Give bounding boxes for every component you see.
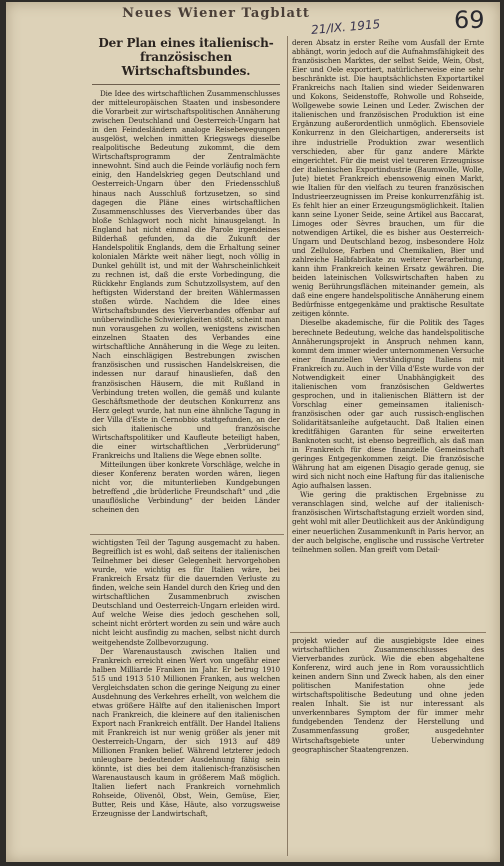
column-right-bottom bbox=[292, 636, 484, 756]
column-divider bbox=[287, 36, 288, 856]
page-number: 69 bbox=[454, 6, 485, 34]
column-left-bottom bbox=[92, 538, 280, 856]
paragraph: Der Warenaustausch zwischen Italien und Frankreich erreicht einen Wert von ungefähr einer halben Milliarde Franken im Jahr. Er betrug 1910 515 und 1913 510 Millionen Franken, aus welchen Vergleichsdaten schon die geringe Neigung zu einer Ausdehnung des Verkehres erhellt, von welchem die etwas größere Hälfte auf den italienischen Import nach Frankreich, die kleinere auf den italienischen Export nach Frankreich entfällt. Der Handel Italiens mit Frankreich ist nur wenig größer als jener mit Oesterreich-Ungarn, der sich 1913 auf 489 Millionen Franken belief. Während letzterer jedoch unleugbare bedeutender Ausdehnung fähig sein könnte, ist dies bei dem italienisch-französischen Warenaustausch kaum in größerem Maß möglich. Italien liefert nach Frankreich vornehmlich Rohseide, Olivenöl, Obst, Wein, Gemüse, Eier, Butter, Reis und Käse, Häute, also vorzugsweise Erzeugnisse der Landwirtschaft, bbox=[92, 646, 280, 819]
column-right-top bbox=[292, 38, 484, 630]
paragraph: Die Idee des wirtschaftlichen Zusammenschlusses der mitteleuropäischen Staaten und insbesondere die Vorarbeit zur wirtschaftspolitischen Annäherung zwischen Deutschland und Oesterreich-Ungarn hat in den Feindesländern analoge Reisebewegungen ausgelöst, welchen inmitten Kriegswegs dieselbe realpolitische Bedeutung zukommt, die dem Wirtschaftsprogramm der Zentralmächte innewohnt. Sind auch die Feinde vorläufig noch fern einig, den Handelskrieg gegen Deutschland und Oesterreich-Ungarn über den Friedensschluß hinaus nach Ausschluß fortzusetzen, so sind dagegen die Pläne eines wirtschaftlichen Zusammenschlusses des Vierverbandes über das bloße Schlagwort noch nicht hinausgelangt. In England hat nicht einmal die Parole irgendeines Bilderhaß gefunden, da die Zukunft der Handelspolitik Englands, dem die Erhaltung seiner kolonialen Märkte weit näher liegt, noch völlig in Dunkel gehüllt ist, und mit der Wahrscheinlichkeit zu rechnen ist, daß die erste Vorbedingung, die Rückkehr Englands zum Schutzzollsystem, auf den heftigsten Widerstand der breiten Wählermassen stoßen würde. Nachdem die Idee eines Wirtschaftsbundes des Vierverbandes offenbar auf unüberwindliche Schwierigkeiten stößt, scheint man nun vorausgehen zu wollen, wenigstens zwischen einzelnen Staaten des Verbandes eine wirtschaftliche Annäherung in die Wege zu leiten. Nach einschlägigen Bestrebungen zwischen französischen und russischen Handelskreisen, die indessen nur darauf hinausliefen, daß den französischen Häusern, die mit Rußland in Verbindung treten wollen, die gemäß und kulante Geschäftsmethode der deutschen Konkurrenz ans Herz gelegt wurde, hat nun eine ähnliche Tagung in der Villa d'Este in Cernobbio stattgefunden, an der sich italienische und französische Wirtschaftspolitiker und Kaufleute beteiligt haben, die einer wirtschaftlichen „Verbrüderung“ Frankreichs und Italiens die Wege ebnen sollte. bbox=[92, 89, 280, 460]
paragraph: wichtigsten Teil der Tagung ausgemacht zu haben. Begreiflich ist es wohl, daß seitens der italienischen Teilnehmer bei dieser Gelegenheit hervorgehoben wurde, wie wichtig es für Italien wäre, bei Frankreich Ersatz für die dauernden Verluste zu finden, welche sein Handel durch den Krieg und den wirtschaftlichen Zusammenbruch zwischen Deutschland und Oesterreich-Ungarn erleiden wird. Auf welche Weise dies jedoch geschehen soll, scheint nicht erörtert worden zu sein und wäre auch nicht leicht ausfindig zu machen, selbst nicht durch weitgehendste Zollbevorzugung. bbox=[92, 538, 280, 647]
paragraph: projekt wieder auf die ausgiebigste Idee eines wirtschaftlichen Zusammenschlusses des Vierverbandes zurück. Wie die eben abgehaltene Konferenz, wird auch jene in Rom voraussichtlich keinen andern Sinn und Zweck haben, als den einer politischen Manifestation ohne jede wirtschaftspolitische Bedeutung und ohne jeden realen Inhalt. Sie ist nur interessant als unverkennbares Symptom der für immer mehr fundgebenden Tendenz der Herstellung und Zusammenfassung großer, ausgedehnter Wirtschaftsgebiete unter Ueberwindung geographischer Staatengrenzen. bbox=[292, 636, 484, 754]
newspaper-clipping bbox=[6, 2, 500, 862]
column-left-top bbox=[92, 36, 280, 532]
paragraph: Wie gering die praktischen Ergebnisse zu veranschlagen sind, welche auf der italienisch-französischen Wirtschaftstagung erzielt worden sind, geht wohl mit aller Deutlichkeit aus der Ankündigung einer neuerlichen Zusammenkunft in Paris hervor, an der auch belgische, englische und russische Vertreter teilnehmen sollen. Man greift vom Detail- bbox=[292, 490, 484, 554]
headline-rule bbox=[92, 84, 280, 85]
paragraph: Mitteilungen über konkrete Vorschläge, welche in dieser Konferenz beraten worden wären, liegen nicht vor, die mitunterlieben Kundgebungen betreffend „die brüderliche Freundschaft“ und „die unauflösliche Verbindung“ der beiden Länder scheinen den bbox=[92, 459, 280, 515]
column-divider bbox=[290, 632, 486, 633]
column-divider bbox=[90, 534, 284, 535]
paragraph: Dieselbe akademische, für die Politik des Tages berechnete Bedeutung, welche das handelspolitische Annäherungsprojekt in Anspruch nehmen kann, kommt dem immer wieder unternommenen Versuche einer finanziellen Verständigung Italiens mit Frankreich zu. Auch in der Villa d'Este wurde von der Notwendigkeit einer Unabhängigkeit des italienischen vom französischen Geldwertes gesprochen, und in italienischen Blättern ist der Vorschlag einer gemeinsamen italienisch-französischen oder gar auch russisch-englischen Solidaritätsanleihe aufgetaucht. Daß Italien einen kreditfähigen Garanten für seine erweiterten Banknoten sucht, ist ebenso begreiflich, als daß man in Frankreich für diese finanzielle Gemeinschaft geringes Entgegenkommen zeigt. Die französische Währung hat am eigenen Disagio gerade genug, sie wird sich nicht noch eine Haftung für das italienische Agio aufhalsen lassen. bbox=[292, 318, 484, 491]
handwritten-date: 21/IX. 1915 bbox=[310, 17, 381, 37]
paragraph: deren Absatz in erster Reihe vom Ausfall der Ernte abhängt, worin jedoch auf die Aufnahmsfähigkeit des französischen Marktes, der selbst Seide, Wein, Obst, Eier und Oele exportiert, natürlicherweise eine sehr beschränkte ist. Die hauptsächlichsten Exportartikel Frankreichs nach Italien sind wieder Seidenwaren und Kokons, Seidenstoffe, Rohwolle und Rohseide, Wollgewebe sowie Leinen und Leder. Zwischen der italienischen und französischen Produktion ist eine Ergänzung außerordentlich unmöglich. Ebensoviele Konkurrenz in den Gleichartigen, andererseits ist ihre industrielle Produktion zwar wesentlich verschieden, aber für ganz andere Märkte eingerichtet. Für die meist viel teureren Erzeugnisse der italienischen Exportindustrie (Baumwolle, Wolle, Jute) bietet Frankreich ebensowenig einen Markt, wie Italien für den vielfach zu teuren französischen Industrieerzeugnissen im Preise konkurrenzfähig ist. Es fehlt hier an einer Erzeugungsmöglichkeit. Italien kann seine Lyoner Seide, seine Artikel aus Baccarat, Limoges oder Sèvres brauchen, um für die notwendigen Artikel, die es bisher aus Oesterreich-Ungarn und Deutschland bezog, insbesondere Holz und Zellulose, Farben und Chemikalien, Bier und zahlreiche Halbfabrikate zu weiterer Verarbeitung, kann ihm Frankreich keinen Ersatz gewähren. Die beiden lateinischen Volkswirtschaften haben zu wenig Berührungsflächen miteinander gemein, als daß eine engere handelspolitische Annäherung einem Bedürfnisse entgegenkäme und praktische Resultate zeitigen könnte. bbox=[292, 38, 484, 319]
article-headline: Der Plan eines italienisch-französischen Wirtschaftsbundes. bbox=[98, 36, 274, 78]
masthead: Neues Wiener Tagblatt bbox=[122, 6, 310, 21]
